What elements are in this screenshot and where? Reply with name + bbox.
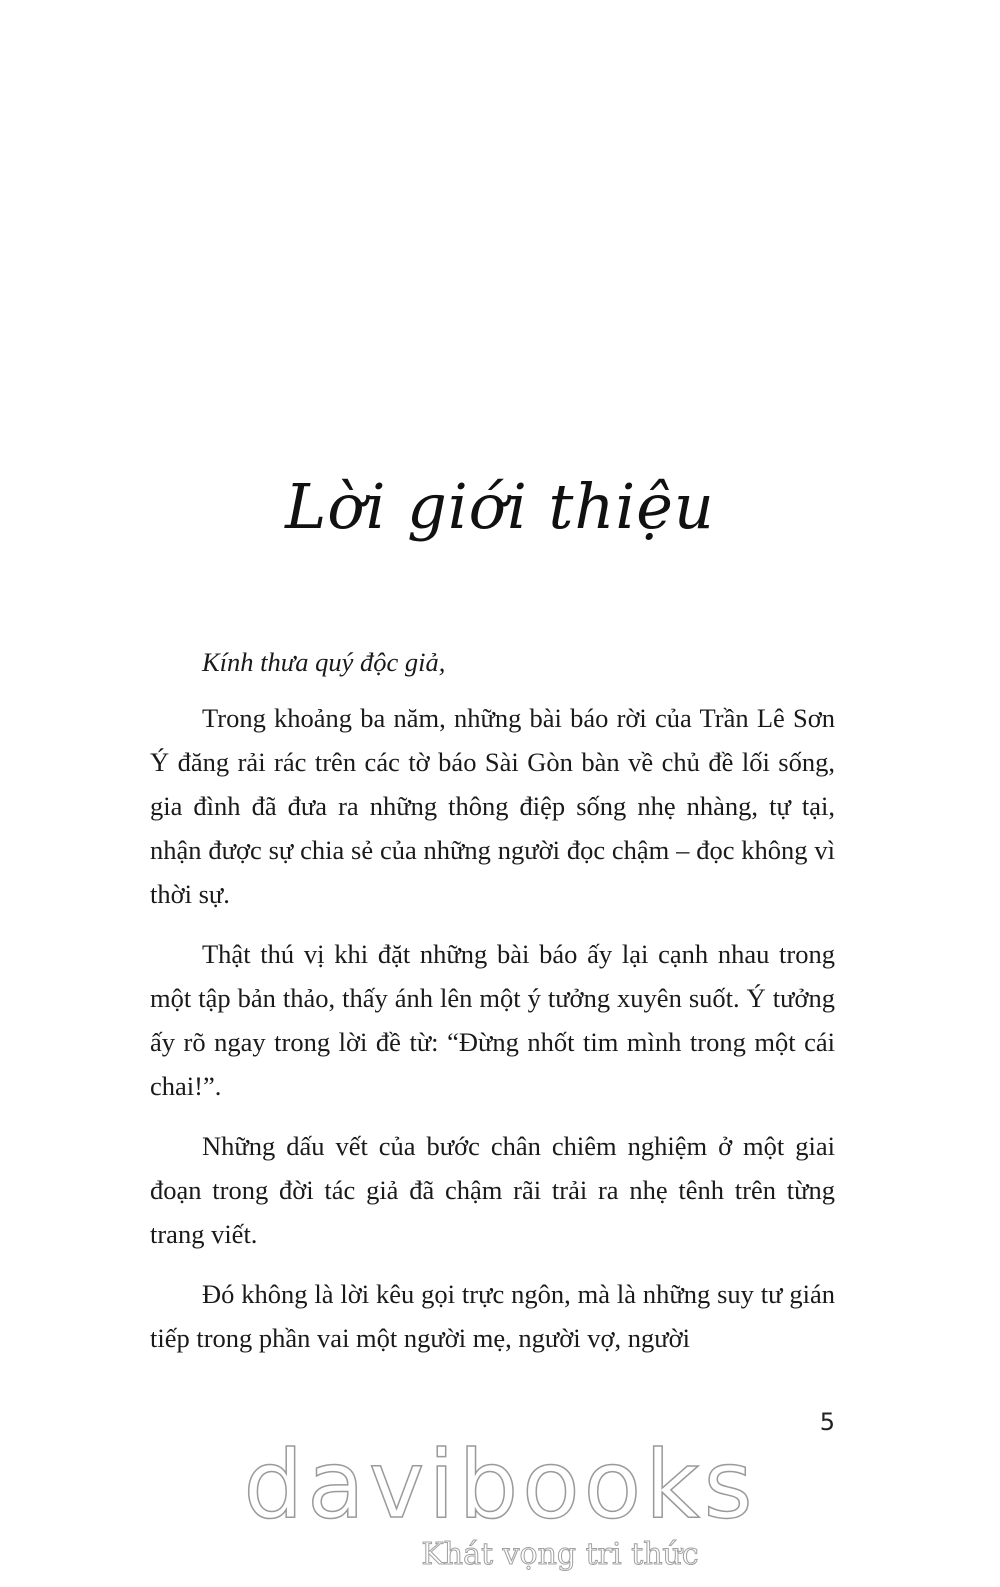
watermark (0, 1431, 1000, 1572)
watermark-tagline: Khát vọng tri thức (421, 1537, 699, 1572)
page-number: 5 (819, 1408, 835, 1436)
salutation: Kính thưa quý độc giả, (202, 647, 446, 677)
chapter-title: Lời giới thiệu (285, 470, 715, 543)
paragraph-4: Đó không là lời kêu gọi trực ngôn, mà là những suy tư gián tiếp trong phần vai một người mẹ, người vợ, người (150, 1279, 835, 1353)
watermark-brand: davibooks (243, 1431, 757, 1540)
paragraph-1: Trong khoảng ba năm, những bài báo rời của Trần Lê Sơn Ý đăng rải rác trên các tờ báo Sài Gòn bàn về chủ đề lối sống, gia đình đã đưa ra những thông điệp sống nhẹ nhàng, tự tại, nhận được sự chia sẻ của những người đọc chậm – đọc không vì thời sự. (150, 703, 835, 909)
paragraph-3: Những dấu vết của bước chân chiêm nghiệm ở một giai đoạn trong đời tác giả đã chậm rãi trải ra nhẹ tênh trên từng trang viết. (150, 1131, 835, 1249)
paragraph-2: Thật thú vị khi đặt những bài báo ấy lại cạnh nhau trong một tập bản thảo, thấy ánh lên một ý tưởng xuyên suốt. Ý tưởng ấy rõ ngay trong lời đề từ: “Đừng nhốt tim mình trong một cái chai!”. (150, 939, 835, 1101)
body-text (150, 640, 835, 1376)
